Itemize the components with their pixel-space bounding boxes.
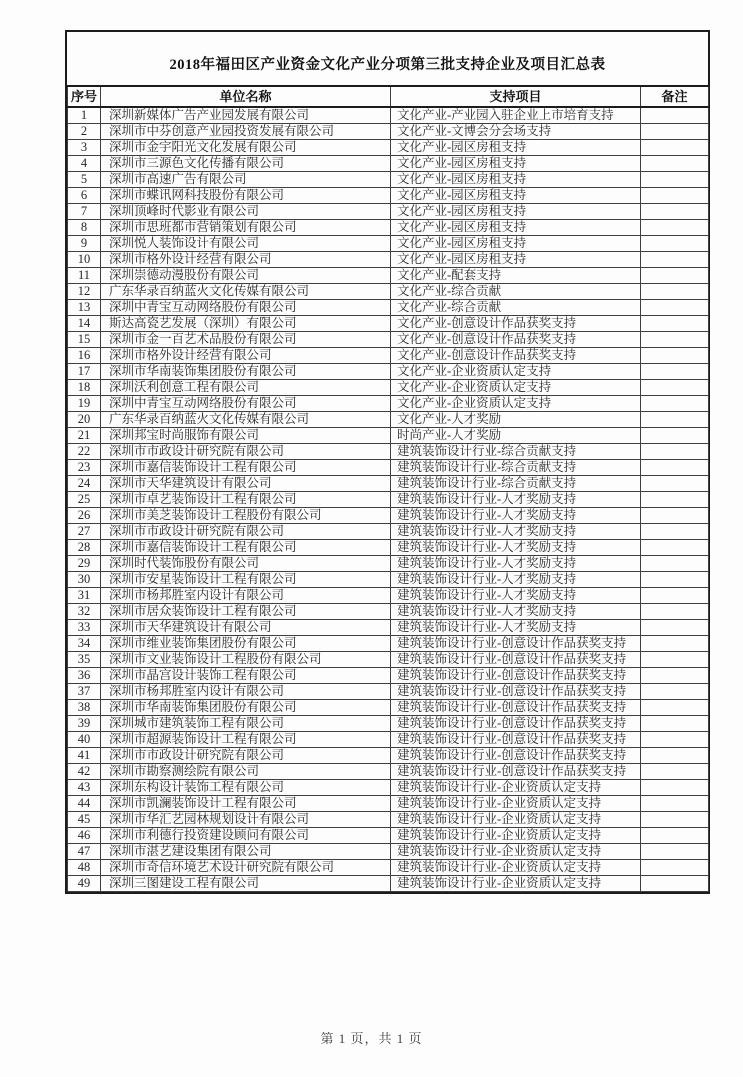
- table-row: [68, 732, 709, 748]
- table-row: [68, 396, 709, 412]
- project-name-cell: 建筑装饰设计行业-创意设计作品获奖支持: [391, 716, 641, 732]
- col-header-remark: 备注: [641, 86, 709, 107]
- company-name-cell: 深圳市华南装饰集团股份有限公司: [101, 700, 391, 716]
- table-row: [68, 204, 709, 220]
- company-name-cell: 深圳市卓艺装饰设计工程有限公司: [101, 492, 391, 508]
- table-row: [68, 284, 709, 300]
- table-row: [68, 636, 709, 652]
- table-row: [68, 107, 709, 124]
- row-number-cell: 12: [68, 284, 101, 300]
- company-name-cell: 深圳中青宝互动网络股份有限公司: [101, 396, 391, 412]
- row-number-cell: 31: [68, 588, 101, 604]
- project-name-cell: 文化产业-配套支持: [391, 268, 641, 284]
- remark-cell: [641, 604, 709, 620]
- table-row: [68, 796, 709, 812]
- remark-cell: [641, 412, 709, 428]
- company-name-cell: 深圳市华南装饰集团股份有限公司: [101, 364, 391, 380]
- table-row: [68, 412, 709, 428]
- remark-cell: [641, 252, 709, 268]
- project-name-cell: 文化产业-人才奖励: [391, 412, 641, 428]
- row-number-cell: 8: [68, 220, 101, 236]
- table-row: [68, 220, 709, 236]
- remark-cell: [641, 364, 709, 380]
- project-name-cell: 建筑装饰设计行业-创意设计作品获奖支持: [391, 668, 641, 684]
- remark-cell: [641, 396, 709, 412]
- remark-cell: [641, 268, 709, 284]
- table-row: [68, 236, 709, 252]
- project-name-cell: 文化产业-企业资质认定支持: [391, 364, 641, 380]
- page-title: 2018年福田区产业资金文化产业分项第三批支持企业及项目汇总表: [169, 57, 606, 73]
- row-number-cell: 22: [68, 444, 101, 460]
- table-row: [68, 140, 709, 156]
- company-name-cell: 深圳市高速广告有限公司: [101, 172, 391, 188]
- remark-cell: [641, 332, 709, 348]
- row-number-cell: 42: [68, 764, 101, 780]
- company-name-cell: 深圳市杨邦胜室内设计有限公司: [101, 684, 391, 700]
- table-row: [68, 524, 709, 540]
- project-name-cell: 建筑装饰设计行业-人才奖励支持: [391, 540, 641, 556]
- company-name-cell: 深圳城市建筑装饰工程有限公司: [101, 716, 391, 732]
- row-number-cell: 6: [68, 188, 101, 204]
- table-row: [68, 172, 709, 188]
- company-name-cell: 深圳市中芬创意产业园投资发展有限公司: [101, 124, 391, 140]
- remark-cell: [641, 828, 709, 844]
- table-row: [68, 700, 709, 716]
- remark-cell: [641, 876, 709, 892]
- project-name-cell: 建筑装饰设计行业-企业资质认定支持: [391, 796, 641, 812]
- project-name-cell: 文化产业-园区房租支持: [391, 156, 641, 172]
- company-name-cell: 深圳市凯澜装饰设计工程有限公司: [101, 796, 391, 812]
- table-row: [68, 364, 709, 380]
- company-name-cell: 深圳市格外设计经营有限公司: [101, 348, 391, 364]
- row-number-cell: 21: [68, 428, 101, 444]
- company-name-cell: 深圳市蝶讯网科技股份有限公司: [101, 188, 391, 204]
- table-row: [68, 460, 709, 476]
- project-name-cell: 建筑装饰设计行业-综合贡献支持: [391, 444, 641, 460]
- remark-cell: [641, 588, 709, 604]
- row-number-cell: 15: [68, 332, 101, 348]
- project-name-cell: 建筑装饰设计行业-人才奖励支持: [391, 556, 641, 572]
- remark-cell: [641, 732, 709, 748]
- project-name-cell: 建筑装饰设计行业-综合贡献支持: [391, 460, 641, 476]
- company-name-cell: 深圳市安星装饰设计工程有限公司: [101, 572, 391, 588]
- project-name-cell: 文化产业-创意设计作品获奖支持: [391, 332, 641, 348]
- remark-cell: [641, 204, 709, 220]
- remark-cell: [641, 300, 709, 316]
- project-name-cell: 文化产业-综合贡献: [391, 284, 641, 300]
- company-name-cell: 深圳市格外设计经营有限公司: [101, 252, 391, 268]
- project-name-cell: 建筑装饰设计行业-创意设计作品获奖支持: [391, 748, 641, 764]
- row-number-cell: 39: [68, 716, 101, 732]
- row-number-cell: 17: [68, 364, 101, 380]
- row-number-cell: 23: [68, 460, 101, 476]
- row-number-cell: 9: [68, 236, 101, 252]
- project-name-cell: 建筑装饰设计行业-人才奖励支持: [391, 572, 641, 588]
- project-name-cell: 建筑装饰设计行业-人才奖励支持: [391, 620, 641, 636]
- project-name-cell: 建筑装饰设计行业-综合贡献支持: [391, 476, 641, 492]
- table-row: [68, 444, 709, 460]
- company-name-cell: 深圳市利德行投资建设顾问有限公司: [101, 828, 391, 844]
- remark-cell: [641, 380, 709, 396]
- project-name-cell: 文化产业-文博会分会场支持: [391, 124, 641, 140]
- remark-cell: [641, 172, 709, 188]
- row-number-cell: 11: [68, 268, 101, 284]
- company-name-cell: 深圳崇德动漫股份有限公司: [101, 268, 391, 284]
- company-name-cell: 深圳市三源色文化传播有限公司: [101, 156, 391, 172]
- project-name-cell: 建筑装饰设计行业-企业资质认定支持: [391, 828, 641, 844]
- row-number-cell: 28: [68, 540, 101, 556]
- table-row: [68, 572, 709, 588]
- company-name-cell: 深圳悦人装饰设计有限公司: [101, 236, 391, 252]
- remark-cell: [641, 348, 709, 364]
- remark-cell: [641, 780, 709, 796]
- project-name-cell: 建筑装饰设计行业-企业资质认定支持: [391, 860, 641, 876]
- remark-cell: [641, 684, 709, 700]
- summary-table: [67, 85, 709, 892]
- table-row: [68, 828, 709, 844]
- row-number-cell: 7: [68, 204, 101, 220]
- remark-cell: [641, 316, 709, 332]
- table-row: [68, 716, 709, 732]
- company-name-cell: 深圳市天华建筑设计有限公司: [101, 620, 391, 636]
- project-name-cell: 文化产业-园区房租支持: [391, 252, 641, 268]
- company-name-cell: 深圳市天华建筑设计有限公司: [101, 476, 391, 492]
- table-row: [68, 844, 709, 860]
- col-header-no: 序号: [68, 86, 101, 107]
- table-row: [68, 540, 709, 556]
- row-number-cell: 47: [68, 844, 101, 860]
- company-name-cell: 深圳时代装饰股份有限公司: [101, 556, 391, 572]
- table-row: [68, 348, 709, 364]
- remark-cell: [641, 668, 709, 684]
- row-number-cell: 45: [68, 812, 101, 828]
- table-row: [68, 332, 709, 348]
- row-number-cell: 13: [68, 300, 101, 316]
- table-row: [68, 252, 709, 268]
- col-header-company: 单位名称: [101, 86, 391, 107]
- remark-cell: [641, 524, 709, 540]
- row-number-cell: 24: [68, 476, 101, 492]
- company-name-cell: 深圳市超源装饰设计工程有限公司: [101, 732, 391, 748]
- row-number-cell: 4: [68, 156, 101, 172]
- table-row: [68, 588, 709, 604]
- row-number-cell: 2: [68, 124, 101, 140]
- remark-cell: [641, 476, 709, 492]
- project-name-cell: 建筑装饰设计行业-人才奖励支持: [391, 588, 641, 604]
- table-row: [68, 780, 709, 796]
- row-number-cell: 30: [68, 572, 101, 588]
- remark-cell: [641, 428, 709, 444]
- table-row: [68, 668, 709, 684]
- project-name-cell: 文化产业-企业资质认定支持: [391, 396, 641, 412]
- row-number-cell: 16: [68, 348, 101, 364]
- company-name-cell: 深圳市思班都市营销策划有限公司: [101, 220, 391, 236]
- row-number-cell: 35: [68, 652, 101, 668]
- remark-cell: [641, 508, 709, 524]
- company-name-cell: 深圳市华汇艺园林规划设计有限公司: [101, 812, 391, 828]
- project-name-cell: 文化产业-园区房租支持: [391, 172, 641, 188]
- table-row: [68, 748, 709, 764]
- table-body: [68, 107, 709, 892]
- table-row: [68, 860, 709, 876]
- row-number-cell: 20: [68, 412, 101, 428]
- project-name-cell: 建筑装饰设计行业-创意设计作品获奖支持: [391, 700, 641, 716]
- company-name-cell: 深圳市居众装饰设计工程有限公司: [101, 604, 391, 620]
- row-number-cell: 32: [68, 604, 101, 620]
- remark-cell: [641, 844, 709, 860]
- table-row: [68, 620, 709, 636]
- table-row: [68, 268, 709, 284]
- header-row: [68, 86, 709, 107]
- row-number-cell: 33: [68, 620, 101, 636]
- table-row: [68, 156, 709, 172]
- table-row: [68, 764, 709, 780]
- row-number-cell: 34: [68, 636, 101, 652]
- remark-cell: [641, 572, 709, 588]
- row-number-cell: 44: [68, 796, 101, 812]
- remark-cell: [641, 812, 709, 828]
- table-row: [68, 684, 709, 700]
- row-number-cell: 18: [68, 380, 101, 396]
- row-number-cell: 1: [68, 107, 101, 124]
- remark-cell: [641, 107, 709, 124]
- project-name-cell: 建筑装饰设计行业-创意设计作品获奖支持: [391, 732, 641, 748]
- company-name-cell: 深圳市奇信环境艺术设计研究院有限公司: [101, 860, 391, 876]
- company-name-cell: 深圳新媒体广告产业园发展有限公司: [101, 107, 391, 124]
- project-name-cell: 建筑装饰设计行业-人才奖励支持: [391, 492, 641, 508]
- table-row: [68, 812, 709, 828]
- table-row: [68, 556, 709, 572]
- row-number-cell: 27: [68, 524, 101, 540]
- company-name-cell: 深圳市勘察测绘院有限公司: [101, 764, 391, 780]
- company-name-cell: 深圳市嘉信装饰设计工程有限公司: [101, 540, 391, 556]
- project-name-cell: 文化产业-创意设计作品获奖支持: [391, 348, 641, 364]
- company-name-cell: 深圳顶峰时代影业有限公司: [101, 204, 391, 220]
- remark-cell: [641, 860, 709, 876]
- row-number-cell: 40: [68, 732, 101, 748]
- row-number-cell: 19: [68, 396, 101, 412]
- table-row: [68, 476, 709, 492]
- company-name-cell: 深圳市维业装饰集团股份有限公司: [101, 636, 391, 652]
- remark-cell: [641, 636, 709, 652]
- project-name-cell: 建筑装饰设计行业-创意设计作品获奖支持: [391, 684, 641, 700]
- table-row: [68, 652, 709, 668]
- project-name-cell: 文化产业-综合贡献: [391, 300, 641, 316]
- col-header-project: 支持项目: [391, 86, 641, 107]
- remark-cell: [641, 444, 709, 460]
- row-number-cell: 10: [68, 252, 101, 268]
- company-name-cell: 深圳市杨邦胜室内设计有限公司: [101, 588, 391, 604]
- company-name-cell: 深圳市湛艺建设集团有限公司: [101, 844, 391, 860]
- company-name-cell: 斯达高瓷艺发展（深圳）有限公司: [101, 316, 391, 332]
- company-name-cell: 深圳三图建设工程有限公司: [101, 876, 391, 892]
- project-name-cell: 文化产业-产业园入驻企业上市培育支持: [391, 107, 641, 124]
- remark-cell: [641, 716, 709, 732]
- company-name-cell: 深圳市市政设计研究院有限公司: [101, 444, 391, 460]
- remark-cell: [641, 188, 709, 204]
- company-name-cell: 深圳市嘉信装饰设计工程有限公司: [101, 460, 391, 476]
- row-number-cell: 25: [68, 492, 101, 508]
- table-row: [68, 316, 709, 332]
- company-name-cell: 深圳中青宝互动网络股份有限公司: [101, 300, 391, 316]
- table-row: [68, 124, 709, 140]
- remark-cell: [641, 764, 709, 780]
- table-row: [68, 380, 709, 396]
- project-name-cell: 建筑装饰设计行业-创意设计作品获奖支持: [391, 636, 641, 652]
- table-row: [68, 300, 709, 316]
- row-number-cell: 38: [68, 700, 101, 716]
- project-name-cell: 文化产业-园区房租支持: [391, 236, 641, 252]
- project-name-cell: 文化产业-企业资质认定支持: [391, 380, 641, 396]
- remark-cell: [641, 748, 709, 764]
- company-name-cell: 深圳市金一百艺术品股份有限公司: [101, 332, 391, 348]
- remark-cell: [641, 284, 709, 300]
- remark-cell: [641, 700, 709, 716]
- row-number-cell: 5: [68, 172, 101, 188]
- project-name-cell: 建筑装饰设计行业-人才奖励支持: [391, 524, 641, 540]
- remark-cell: [641, 556, 709, 572]
- company-name-cell: 深圳邦宝时尚服饰有限公司: [101, 428, 391, 444]
- company-name-cell: 深圳市美芝装饰设计工程股份有限公司: [101, 508, 391, 524]
- remark-cell: [641, 620, 709, 636]
- summary-sheet: [65, 30, 710, 894]
- project-name-cell: 文化产业-创意设计作品获奖支持: [391, 316, 641, 332]
- row-number-cell: 26: [68, 508, 101, 524]
- project-name-cell: 时尚产业-人才奖励: [391, 428, 641, 444]
- project-name-cell: 建筑装饰设计行业-企业资质认定支持: [391, 812, 641, 828]
- table-row: [68, 876, 709, 892]
- row-number-cell: 3: [68, 140, 101, 156]
- project-name-cell: 文化产业-园区房租支持: [391, 220, 641, 236]
- project-name-cell: 建筑装饰设计行业-人才奖励支持: [391, 508, 641, 524]
- row-number-cell: 41: [68, 748, 101, 764]
- remark-cell: [641, 652, 709, 668]
- row-number-cell: 37: [68, 684, 101, 700]
- table-row: [68, 508, 709, 524]
- company-name-cell: 广东华录百纳蓝火文化传媒有限公司: [101, 284, 391, 300]
- table-row: [68, 604, 709, 620]
- row-number-cell: 49: [68, 876, 101, 892]
- table-row: [68, 428, 709, 444]
- company-name-cell: 深圳东构设计装饰工程有限公司: [101, 780, 391, 796]
- project-name-cell: 建筑装饰设计行业-企业资质认定支持: [391, 876, 641, 892]
- remark-cell: [641, 236, 709, 252]
- row-number-cell: 43: [68, 780, 101, 796]
- table-row: [68, 492, 709, 508]
- company-name-cell: 深圳市市政设计研究院有限公司: [101, 748, 391, 764]
- remark-cell: [641, 140, 709, 156]
- remark-cell: [641, 492, 709, 508]
- project-name-cell: 建筑装饰设计行业-创意设计作品获奖支持: [391, 764, 641, 780]
- row-number-cell: 36: [68, 668, 101, 684]
- company-name-cell: 广东华录百纳蓝火文化传媒有限公司: [101, 412, 391, 428]
- company-name-cell: 深圳市文业装饰设计工程股份有限公司: [101, 652, 391, 668]
- company-name-cell: 深圳市市政设计研究院有限公司: [101, 524, 391, 540]
- project-name-cell: 建筑装饰设计行业-企业资质认定支持: [391, 780, 641, 796]
- company-name-cell: 深圳市晶宫设计装饰工程有限公司: [101, 668, 391, 684]
- project-name-cell: 建筑装饰设计行业-人才奖励支持: [391, 604, 641, 620]
- row-number-cell: 46: [68, 828, 101, 844]
- row-number-cell: 29: [68, 556, 101, 572]
- project-name-cell: 文化产业-园区房租支持: [391, 204, 641, 220]
- project-name-cell: 文化产业-园区房租支持: [391, 188, 641, 204]
- row-number-cell: 14: [68, 316, 101, 332]
- remark-cell: [641, 540, 709, 556]
- remark-cell: [641, 460, 709, 476]
- remark-cell: [641, 124, 709, 140]
- row-number-cell: 48: [68, 860, 101, 876]
- company-name-cell: 深圳沃利创意工程有限公司: [101, 380, 391, 396]
- remark-cell: [641, 220, 709, 236]
- remark-cell: [641, 796, 709, 812]
- remark-cell: [641, 156, 709, 172]
- project-name-cell: 建筑装饰设计行业-企业资质认定支持: [391, 844, 641, 860]
- company-name-cell: 深圳市金宇阳光文化发展有限公司: [101, 140, 391, 156]
- page-footer: 第 1 页，共 1 页: [320, 1031, 423, 1046]
- table-row: [68, 188, 709, 204]
- project-name-cell: 文化产业-园区房租支持: [391, 140, 641, 156]
- project-name-cell: 建筑装饰设计行业-创意设计作品获奖支持: [391, 652, 641, 668]
